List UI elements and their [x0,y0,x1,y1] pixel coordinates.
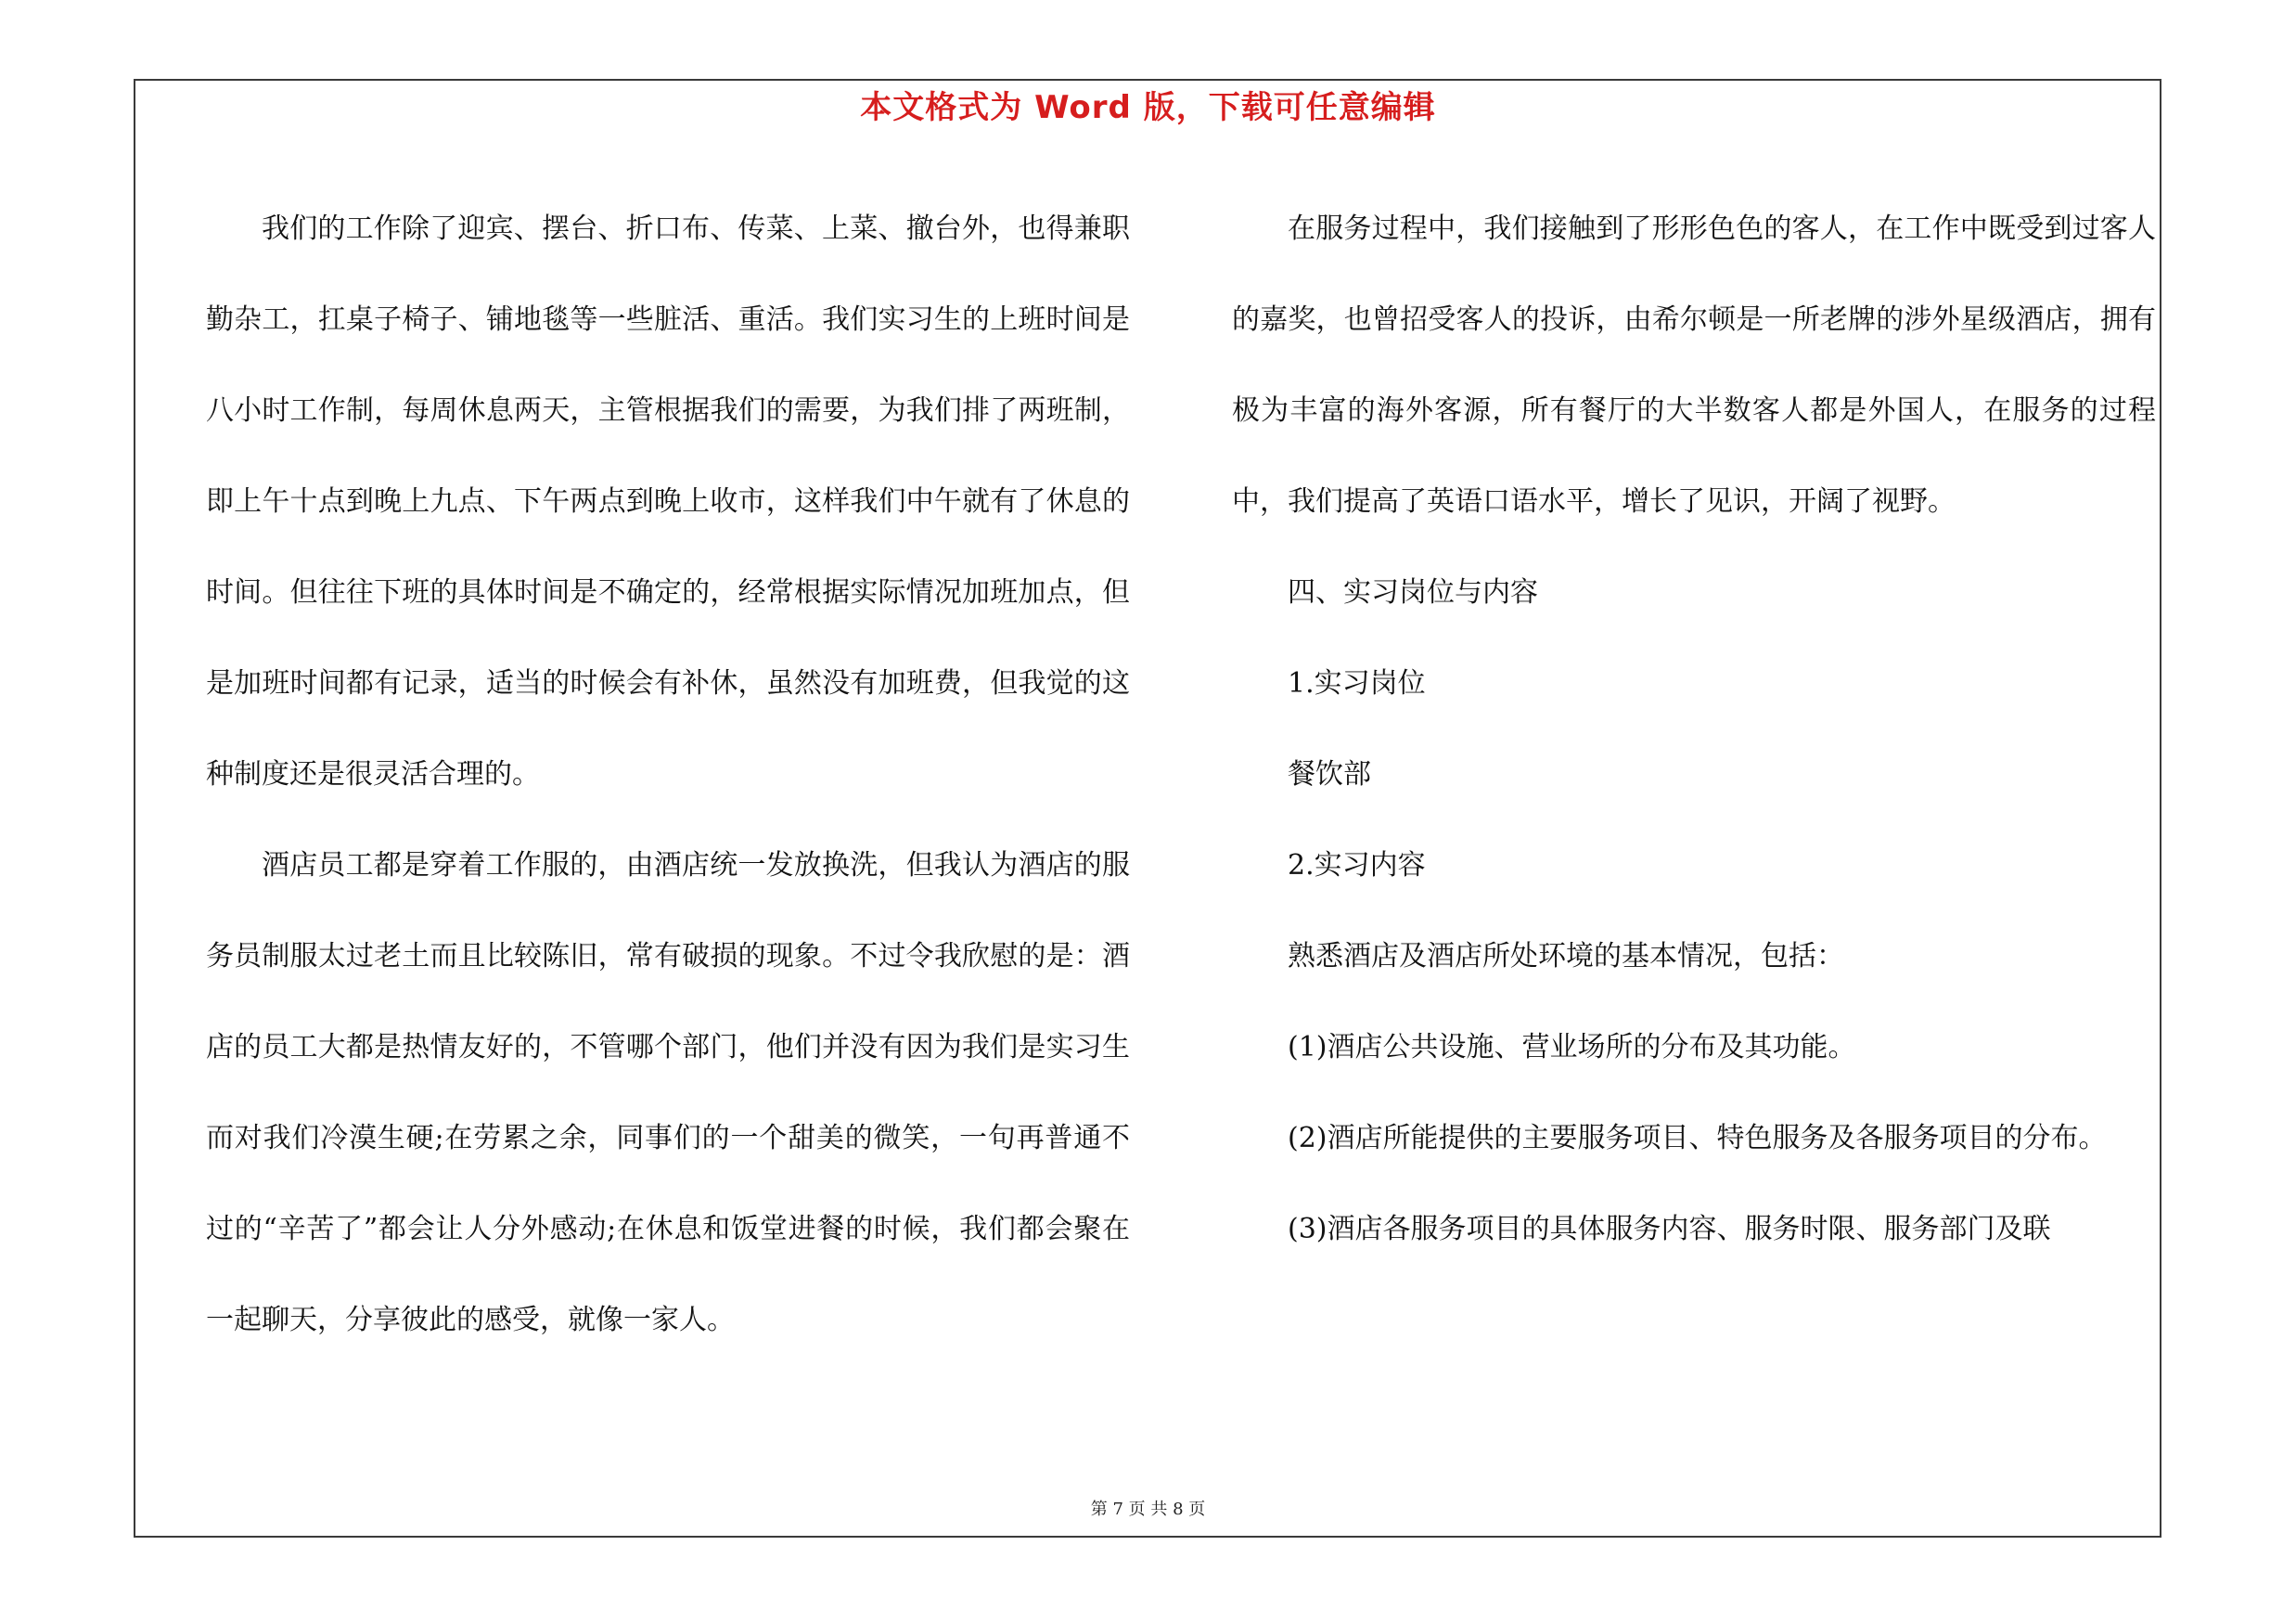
left-text-column [206,184,1130,1366]
paragraph-uniforms-colleagues: 酒店员工都是穿着工作服的，由酒店统一发放换洗，但我认为酒店的服务员制服太过老土而且比较陈旧，常有破损的现象。不过令我欣慰的是：酒店的员工大都是热情友好的，不管哪个部门，他们并没有因为我们是实习生而对我们冷漠生硬;在劳累之余，同事们的一个甜美的微笑，一句再普通不过的“辛苦了”都会让人分外感动;在休息和饭堂进餐的时候，我们都会聚在一起聊天，分享彼此的感受，就像一家人。 [206,849,1130,1336]
list-item-service-details: (3)酒店各服务项目的具体服务内容、服务时限、服务部门及联 [1288,1213,2051,1245]
subheading-content: 2.实习内容 [1288,849,1426,882]
position-department: 餐饮部 [1288,758,1371,791]
paragraph-service-guests: 在服务过程中，我们接触到了形形色色的客人，在工作中既受到过客人的嘉奖，也曾招受客人的投诉，由希尔顿是一所老牌的涉外星级酒店，拥有极为丰富的海外客源，所有餐厅的大半数客人都是外国人，在服务的过程中，我们提高了英语口语水平，增长了见识，开阔了视野。 [1232,213,2156,518]
word-format-banner: 本文格式为 Word 版，下载可任意编辑 [860,89,1436,126]
page-number-footer: 第 7 页 共 8 页 [1090,1500,1206,1519]
section-heading-positions: 四、实习岗位与内容 [1288,576,1538,609]
right-text-column [1232,184,2156,1275]
list-item-facilities: (1)酒店公共设施、营业场所的分布及其功能。 [1288,1031,1856,1063]
subheading-position: 1.实习岗位 [1288,667,1426,700]
paragraph-content-intro: 熟悉酒店及酒店所处环境的基本情况，包括： [1288,940,1844,973]
paragraph-work-duties: 我们的工作除了迎宾、摆台、折口布、传菜、上菜、撤台外，也得兼职勤杂工，扛桌子椅子、铺地毯等一些脏活、重活。我们实习生的上班时间是八小时工作制，每周休息两天，主管根据我们的需要，为我们排了两班制，即上午十点到晚上九点、下午两点到晚上收市，这样我们中午就有了休息的时间。但往往下班的具体时间是不确定的，经常根据实际情况加班加点，但是加班时间都有记录，适当的时候会有补休，虽然没有加班费，但我觉的这种制度还是很灵活合理的。 [206,213,1130,791]
list-item-services: (2)酒店所能提供的主要服务项目、特色服务及各服务项目的分布。 [1288,1122,2107,1154]
